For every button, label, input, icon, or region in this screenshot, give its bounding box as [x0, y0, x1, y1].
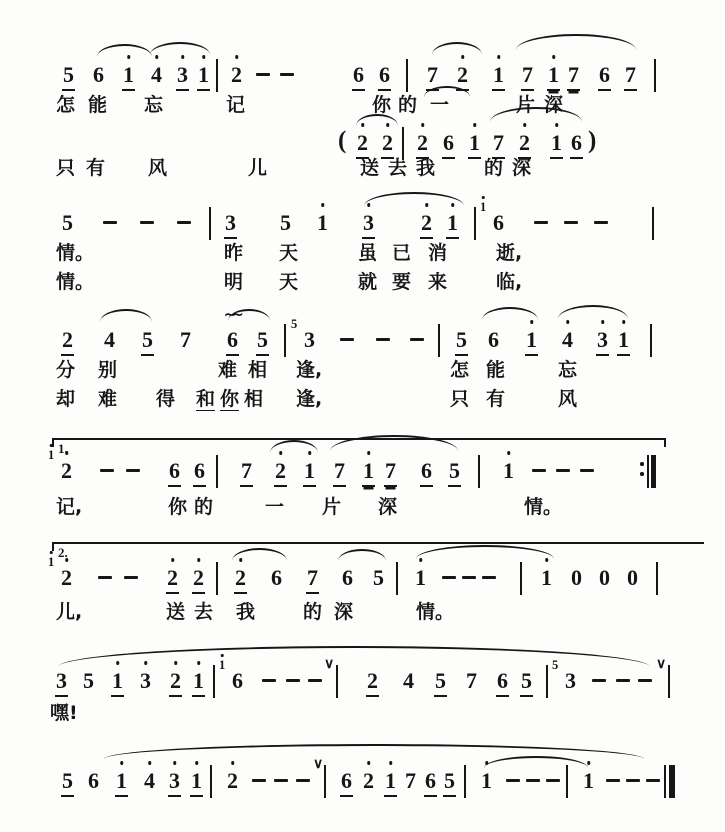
lyric-syllable: 深	[512, 157, 532, 179]
rest-note: 0	[627, 565, 638, 590]
slur-arc	[270, 440, 318, 453]
note-digit: 3	[224, 210, 237, 239]
slur-arc	[516, 34, 636, 50]
lyric-syllable: 天	[279, 271, 299, 293]
note-digit: 6	[496, 668, 509, 697]
duration-dash	[308, 679, 322, 682]
barline	[520, 562, 522, 595]
lyric-syllable: 嘿!	[50, 702, 78, 724]
note-digit: 4	[104, 327, 115, 352]
slur-arc	[482, 307, 538, 320]
note-digit: 1	[362, 458, 375, 487]
duration-dash	[376, 338, 390, 341]
note-digit: 5	[520, 668, 533, 697]
barline	[478, 455, 480, 488]
note-digit: 3	[176, 62, 189, 91]
lyric-syllable: 情。	[56, 242, 95, 264]
barline	[216, 455, 218, 488]
note-digit: 7	[240, 458, 253, 487]
note-digit: 1	[480, 768, 493, 795]
barline	[336, 665, 338, 698]
slur-arc	[416, 545, 554, 559]
duration-dash	[592, 679, 606, 682]
lyric-syllable: 送	[360, 157, 380, 179]
lyric-syllable: 情。	[416, 601, 455, 623]
note-digit: 7	[180, 327, 191, 352]
volta-label: 2.	[58, 545, 68, 560]
lyric-syllable: 我	[236, 601, 256, 623]
note-digit: 5	[373, 565, 384, 590]
lyric-syllable: 忘	[558, 359, 578, 381]
duration-dash	[626, 779, 640, 782]
lyric-syllable: 记	[226, 94, 246, 116]
lyric-syllable: 只	[450, 388, 470, 410]
note-digit: 2	[274, 458, 287, 487]
note-digit: 6	[340, 768, 353, 797]
note-digit: 6	[598, 62, 611, 91]
lyric-syllable: 有	[86, 157, 106, 179]
lyric-syllable: 难	[98, 388, 118, 410]
grace-note: 5	[291, 317, 298, 331]
barline	[216, 59, 218, 92]
barline	[650, 324, 652, 357]
lyric-syllable: 和	[196, 388, 216, 410]
lyric-syllable: 有	[486, 388, 506, 410]
lyric-syllable: 相	[244, 388, 264, 410]
barline	[654, 59, 656, 92]
note-digit: 6	[168, 458, 181, 487]
duration-dash	[340, 338, 354, 341]
lyric-syllable: 能	[486, 359, 506, 381]
volta-tick	[664, 438, 666, 447]
slur-arc	[558, 305, 628, 319]
note-digit: 6	[342, 565, 353, 590]
barline	[210, 765, 212, 798]
grace-note: 1	[48, 556, 54, 568]
note-digit: 5	[434, 668, 447, 697]
duration-dash	[564, 221, 578, 224]
lyric-syllable: 的	[194, 496, 214, 518]
duration-dash	[546, 779, 560, 782]
note-digit: 3 5	[291, 317, 315, 352]
note-digit: 6 1	[231, 668, 244, 695]
duration-dash	[580, 469, 594, 472]
lyric-syllable: 我	[416, 157, 436, 179]
note-digit: 2	[456, 62, 469, 91]
note-digit: 6	[424, 768, 437, 797]
note-digit: 5	[83, 668, 94, 693]
slur-arc	[432, 42, 482, 55]
note-digit: 2 1	[60, 565, 73, 592]
parenthesis: (	[338, 127, 347, 154]
breath-mark: ∨	[324, 657, 335, 672]
mordent-ornament-icon: ∼∼	[224, 308, 240, 323]
lyric-syllable: 深	[378, 496, 398, 518]
barline	[324, 765, 326, 798]
note-digit: 6	[378, 62, 391, 91]
note-digit: 1	[492, 62, 505, 91]
lyric-syllable: 要	[392, 271, 412, 293]
duration-dash	[100, 469, 114, 472]
lyric-syllable: 一	[430, 94, 450, 116]
barline	[406, 59, 408, 92]
slur-arc	[364, 192, 464, 206]
barline	[438, 324, 440, 357]
slur-arc	[97, 44, 152, 57]
duration-dash	[98, 576, 112, 579]
breath-mark: ∨	[313, 757, 324, 772]
slur-arc	[338, 549, 386, 561]
note-digit: 5	[455, 327, 468, 356]
note-digit: 1	[525, 327, 538, 356]
note-digit: 1	[617, 327, 630, 356]
note-digit: 5	[256, 327, 269, 356]
duration-dash	[274, 779, 288, 782]
note-digit: 1	[115, 768, 128, 797]
note-digit: 2	[230, 62, 243, 89]
lyric-syllable: 你	[220, 388, 240, 410]
note-digit: 7	[521, 62, 534, 91]
note-digit: 2	[234, 565, 247, 594]
note-digit: 4	[403, 668, 414, 693]
lyric-syllable: 相	[248, 359, 268, 381]
slur-arc	[356, 114, 398, 126]
note-digit: 7	[384, 458, 397, 487]
lyric-syllable: 儿,	[56, 601, 83, 623]
lyric-syllable: 记,	[56, 496, 83, 518]
volta-tick	[52, 438, 54, 447]
note-digit: 6	[271, 565, 282, 590]
lyric-syllable: 忘	[144, 94, 164, 116]
lyric-syllable: 逢,	[296, 388, 323, 410]
slur-arc	[490, 107, 582, 122]
duration-dash	[616, 679, 630, 682]
duration-dash	[534, 221, 548, 224]
volta-tick	[52, 542, 54, 551]
grace-note: 1	[219, 659, 225, 671]
lyric-syllable: 的	[303, 601, 323, 623]
duration-dash	[286, 679, 300, 682]
note-digit: 2	[366, 668, 379, 697]
note-digit: 2	[518, 130, 531, 159]
note-digit: 2	[420, 210, 433, 239]
note-digit: 7	[624, 62, 637, 91]
note-digit: 3	[362, 210, 375, 239]
lyric-syllable: 深	[334, 601, 354, 623]
lyric-syllable: 一	[265, 496, 285, 518]
note-digit: 5	[62, 62, 75, 91]
note-digit: 3	[596, 327, 609, 356]
note-digit: 1	[502, 458, 515, 485]
barline	[474, 207, 476, 240]
lyric-syllable: 儿	[248, 157, 268, 179]
lyric-syllable: 怎	[56, 94, 76, 116]
slur-arc	[100, 309, 152, 322]
note-digit: 1	[316, 210, 329, 237]
duration-dash	[442, 576, 456, 579]
lyric-syllable: 的	[484, 157, 504, 179]
note-digit: 6 1	[492, 210, 505, 237]
note-digit: 2	[192, 565, 205, 594]
duration-dash	[532, 469, 546, 472]
note-digit: 7	[492, 130, 505, 159]
volta-label: 1.	[58, 441, 68, 456]
note-digit: 4	[150, 62, 163, 89]
lyric-syllable: 逝,	[496, 242, 523, 264]
lyric-syllable: 片	[322, 496, 342, 518]
note-digit: 2 1	[60, 458, 73, 485]
lyric-syllable: 就	[358, 271, 378, 293]
duration-dash	[410, 338, 424, 341]
note-digit: 6	[488, 327, 499, 352]
note-digit: 1	[122, 62, 135, 91]
lyric-syllable: 别	[98, 359, 118, 381]
note-digit: 6	[570, 130, 583, 159]
note-digit: 4	[561, 327, 574, 354]
note-digit: 3	[55, 668, 68, 697]
duration-dash	[280, 73, 294, 76]
duration-dash	[124, 576, 138, 579]
lyric-syllable: 怎	[450, 359, 470, 381]
note-digit: 1	[547, 62, 560, 91]
duration-dash	[177, 221, 191, 224]
slur-arc	[58, 646, 650, 667]
slur-arc	[232, 548, 287, 561]
lyric-syllable: 昨	[224, 242, 244, 264]
lyric-syllable: 已	[392, 242, 412, 264]
note-digit: 5	[443, 768, 456, 797]
note-digit: 6	[420, 458, 433, 487]
barline	[546, 665, 548, 698]
duration-dash	[638, 679, 652, 682]
lyric-syllable: 能	[88, 94, 108, 116]
lyric-syllable: 逢,	[296, 359, 323, 381]
note-digit: 1	[446, 210, 459, 239]
note-digit: 5	[448, 458, 461, 487]
lyric-syllable: 你	[372, 94, 392, 116]
lyric-syllable: 却	[56, 388, 76, 410]
lyric-syllable: 分	[56, 359, 76, 381]
breath-mark: ∨	[656, 657, 667, 672]
note-digit: 5	[141, 327, 154, 356]
duration-dash	[256, 73, 270, 76]
note-digit: 2	[166, 565, 179, 594]
note-digit: 3 5	[552, 658, 576, 693]
duration-dash	[462, 576, 476, 579]
duration-dash	[526, 779, 540, 782]
note-digit: 6	[193, 458, 206, 487]
note-digit: 2	[381, 130, 394, 159]
lyric-syllable: 难	[218, 359, 238, 381]
rest-note: 0	[599, 565, 610, 590]
note-digit: 7	[333, 458, 346, 487]
note-digit: 2	[226, 768, 239, 795]
note-digit: 1	[414, 565, 427, 592]
duration-dash	[140, 221, 154, 224]
note-digit: 6	[352, 62, 365, 91]
duration-dash	[296, 779, 310, 782]
rest-note: 0	[571, 565, 582, 590]
barline	[396, 562, 398, 595]
duration-dash	[594, 221, 608, 224]
note-digit: 7	[567, 62, 580, 91]
lyric-syllable: 消	[428, 242, 448, 264]
note-digit: 3	[168, 768, 181, 797]
lyric-syllable: 天	[279, 242, 299, 264]
lyric-syllable: 得	[156, 388, 176, 410]
duration-dash	[482, 576, 496, 579]
note-digit: 6	[88, 768, 99, 793]
note-digit: 6	[442, 130, 455, 159]
barline	[668, 665, 670, 698]
barline	[652, 207, 654, 240]
lyric-syllable: 去	[194, 601, 214, 623]
barline	[464, 765, 466, 798]
grace-note: 1	[480, 201, 486, 213]
note-digit: 7	[405, 768, 416, 793]
lyric-syllable: 去	[388, 157, 408, 179]
lyric-syllable: 深	[544, 94, 564, 116]
note-digit: 2	[169, 668, 182, 697]
note-digit: 4	[143, 768, 156, 795]
duration-dash	[646, 779, 660, 782]
note-digit: 6	[226, 327, 239, 356]
note-digit: 1	[190, 768, 203, 797]
note-digit: 1	[468, 130, 481, 159]
barline	[284, 324, 286, 357]
lyric-syllable: 虽	[358, 242, 378, 264]
note-digit: 1	[303, 458, 316, 487]
note-digit: 2	[356, 130, 369, 159]
duration-dash	[252, 779, 266, 782]
note-digit: 5	[280, 210, 291, 235]
lyric-syllable: 风	[558, 388, 578, 410]
note-digit: 2	[416, 130, 429, 159]
slur-arc	[150, 42, 210, 55]
note-digit: 1	[192, 668, 205, 697]
barline	[216, 562, 218, 595]
lyric-syllable: 你	[168, 496, 188, 518]
note-digit: 1	[582, 768, 595, 795]
grace-note: 1	[48, 449, 54, 461]
note-digit: 3	[139, 668, 152, 695]
barline	[402, 127, 404, 160]
barline	[213, 665, 215, 698]
note-digit: 1	[540, 565, 553, 592]
note-digit: 1	[550, 130, 563, 159]
note-digit: 5	[62, 210, 73, 235]
lyric-syllable: 送	[166, 601, 186, 623]
lyric-syllable: 的	[398, 94, 418, 116]
parenthesis: )	[588, 127, 597, 154]
duration-dash	[262, 679, 276, 682]
lyric-syllable: 只	[56, 157, 76, 179]
duration-dash	[606, 779, 620, 782]
duration-dash	[103, 221, 117, 224]
lyric-syllable: 片	[516, 94, 536, 116]
repeat-end-barline	[640, 455, 657, 488]
grace-note: 5	[552, 658, 559, 672]
volta-bracket	[52, 542, 704, 544]
lyric-syllable: 临,	[496, 271, 523, 293]
volta-bracket	[52, 438, 666, 440]
note-digit: 7	[466, 668, 477, 693]
duration-dash	[506, 779, 520, 782]
note-digit: 1	[384, 768, 397, 797]
note-digit: 7	[306, 565, 319, 594]
duration-dash	[126, 469, 140, 472]
lyric-syllable: 明	[224, 271, 244, 293]
note-digit: 2	[362, 768, 375, 795]
note-digit: 1	[197, 62, 210, 91]
note-digit: 1	[111, 668, 124, 697]
duration-dash	[556, 469, 570, 472]
barline	[656, 562, 658, 595]
lyric-syllable: 风	[148, 157, 168, 179]
lyric-syllable: 情。	[56, 271, 95, 293]
note-digit: 6	[93, 62, 104, 87]
note-digit: 2	[61, 327, 74, 356]
note-digit: 5	[61, 768, 74, 797]
final-barline	[664, 765, 677, 798]
lyric-syllable: 情。	[524, 496, 563, 518]
note-digit: 7	[426, 62, 439, 91]
barline	[566, 765, 568, 798]
barline	[209, 207, 211, 240]
lyric-syllable: 来	[428, 271, 448, 293]
